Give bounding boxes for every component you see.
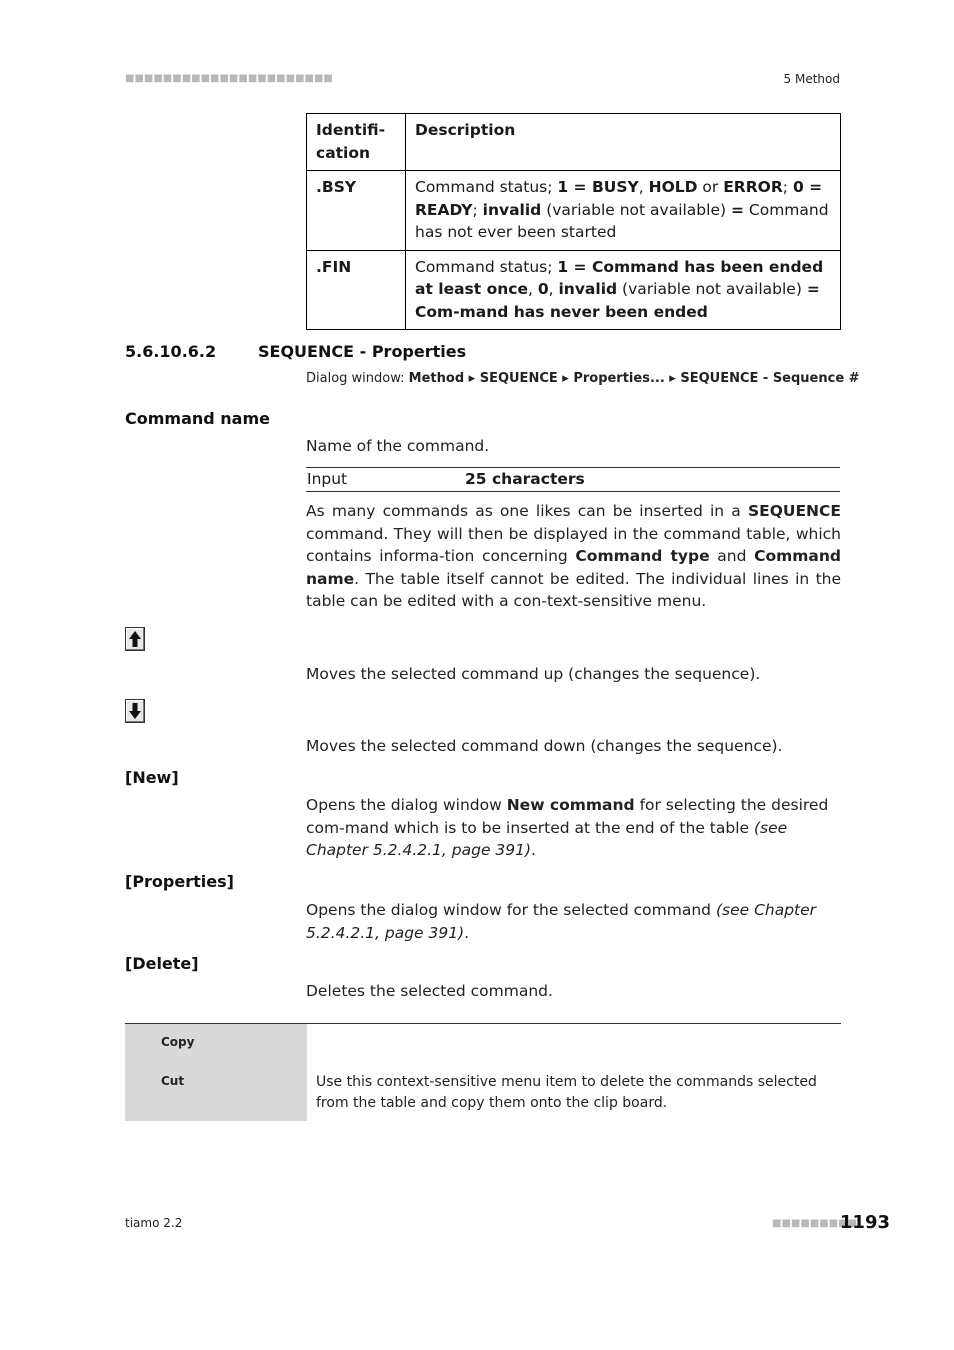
move-down-desc: Moves the selected command down (changes the sequence). xyxy=(306,737,783,755)
section-title: SEQUENCE - Properties xyxy=(258,342,467,361)
command-name-label: Command name xyxy=(125,409,270,428)
row-id: .BSY xyxy=(307,171,406,251)
header-decoration: ■■■■■■■■■■■■■■■■■■■■■■ xyxy=(125,73,333,84)
table-row xyxy=(307,250,841,330)
move-down-button[interactable] xyxy=(125,699,145,723)
col-identification-header: Identifi- cation xyxy=(307,114,406,171)
new-desc: Opens the dialog window New command for selecting the desired com-mand which is to be inserted at the end of the table (see Chapter 5.2.4.2.1, page 391). xyxy=(306,796,829,860)
row-description: Command status; 1 = Command has been ended at least once, 0, invalid (variable not available) = Com-mand has never been ended xyxy=(406,250,841,330)
page-number: 1193 xyxy=(839,1212,890,1233)
context-menu-items xyxy=(125,1024,307,1121)
row-id: .FIN xyxy=(307,250,406,330)
input-value: 25 characters xyxy=(465,470,585,488)
move-up-desc: Moves the selected command up (changes the sequence). xyxy=(306,665,761,683)
move-up-button[interactable] xyxy=(125,627,145,651)
context-menu-table xyxy=(125,1023,841,1121)
new-button-label: [New] xyxy=(125,768,179,787)
section-number: 5.6.10.6.2 xyxy=(125,342,217,361)
col-description-header: Description xyxy=(406,114,841,171)
delete-button-label: [Delete] xyxy=(125,954,199,973)
arrow-down-icon xyxy=(128,702,142,720)
properties-desc: Opens the dialog window for the selected command (see Chapter 5.2.4.2.1, page 391). xyxy=(306,901,817,942)
footer-decoration: ■■■■■■■■■ xyxy=(772,1218,858,1229)
command-table-paragraph: As many commands as one likes can be inserted in a SEQUENCE command. They will then be displayed in the command table, which contains informa-tion concerning Command type and Command name. The table itself cannot be edited. The individual lines in the table can be edited with a con-text-sensitive menu. xyxy=(306,502,841,611)
footer-product: tiamo 2.2 xyxy=(125,1216,183,1230)
command-name-desc: Name of the command. xyxy=(306,437,490,455)
input-spec-row xyxy=(306,467,840,492)
delete-desc: Deletes the selected command. xyxy=(306,982,553,1000)
dialog-path: Dialog window: Method ▸ SEQUENCE ▸ Properties... ▸ SEQUENCE - Sequence # xyxy=(306,371,860,386)
context-item-copy: Copy xyxy=(161,1035,195,1049)
context-item-cut: Cut xyxy=(161,1074,185,1088)
input-label: Input xyxy=(307,470,348,488)
row-description: Command status; 1 = BUSY, HOLD or ERROR; 0 = READY; invalid (variable not available) = Command has not ever been started xyxy=(406,171,841,251)
arrow-up-icon xyxy=(128,630,142,648)
identification-table xyxy=(306,113,841,330)
table-header-row xyxy=(307,114,841,171)
properties-button-label: [Properties] xyxy=(125,872,234,891)
table-row xyxy=(307,171,841,251)
header-chapter: 5 Method xyxy=(783,72,840,86)
cut-desc: Use this context-sensitive menu item to delete the commands selected from the table and copy them onto the clip board. xyxy=(316,1074,817,1111)
